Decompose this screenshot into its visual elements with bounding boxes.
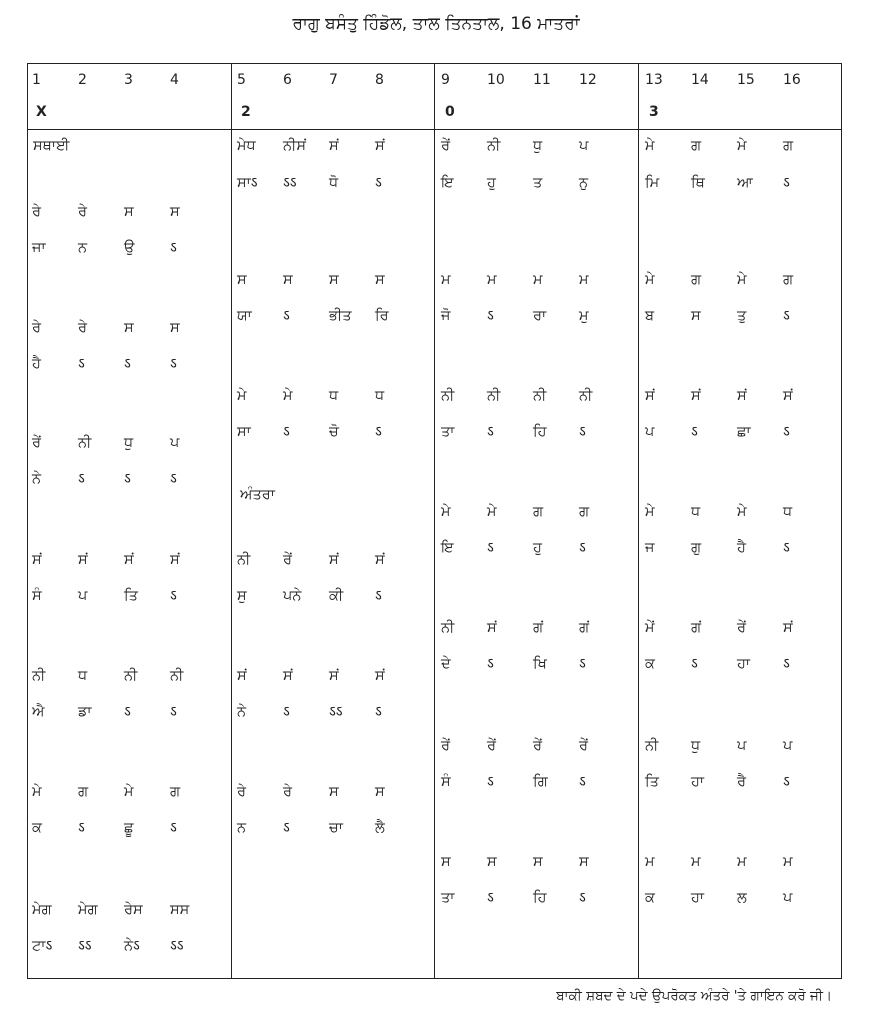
notation-cell: ਨੇ [32,471,42,487]
notation-cell: ऽ [487,656,494,672]
notation-cell: ਨੀ [487,388,501,404]
notation-cell: ਹਿ [533,890,547,906]
notation-cell: ਧ [78,668,88,684]
notation-cell: ਰੇ [283,784,292,800]
notation-cell: ऽ [170,704,177,720]
notation-cell: ਮ [579,272,589,288]
notation-cell: ऽ [487,540,494,556]
notation-cell: ਯਾ [237,308,252,324]
notation-cell: ऽ [283,424,290,440]
notation-cell: ਉ [124,240,135,256]
notation-cell: ਗ [783,138,794,154]
notation-cell: ऽ [375,588,382,604]
notation-cell: ऽ [783,774,790,790]
notation-cell: ऽ [124,704,131,720]
notation-cell: ਗ [170,784,181,800]
notation-cell: ਮੇ [645,504,655,520]
notation-cell: ऽ [487,890,494,906]
notation-cell: ऽ [691,424,698,440]
notation-cell: ਲ [737,890,747,906]
notation-cell: ਤਿ [124,588,138,604]
notation-cell: ਇ [441,540,454,556]
notation-cell: ऽऽ [78,938,92,954]
notation-cell: ਸਾ [237,424,251,440]
notation-cell: ਮੇਗ [78,902,98,918]
footer-note: ਬਾਕੀ ਸ਼ਬਦ ਦੇ ਪਦੇ ਉਪਰੋਕਤ ਅੰਤਰੇ 'ਤੇ ਗਾਇਨ ਕਰੋ ਜੀ। [556,988,832,1004]
beat-number: 8 [375,72,384,88]
notation-cell: ਰਾ [533,308,547,324]
notation-cell: ऽ [283,820,290,836]
notation-cell: ਹਾ [737,656,751,672]
notation-cell: ਸ [691,308,701,324]
notation-cell: ਧ [691,504,701,520]
notation-cell: ਪ [783,890,793,906]
column-divider [434,63,435,979]
notation-cell: ਧੋ [329,175,339,191]
notation-cell: ਸ [533,854,543,870]
notation-cell: ਕ [645,656,655,672]
notation-cell: ਰੇ [78,204,87,220]
notation-cell: ਇ [441,175,454,191]
notation-cell: ਰੇਂ [737,620,746,636]
beat-number: 12 [579,72,597,88]
notation-cell: ਸਂ [375,552,385,568]
notation-cell: ਜੋ [441,308,451,324]
notation-cell: ਧੁ [533,138,543,154]
notation-cell: ਰੇਂ [533,738,542,754]
notation-cell: ऽ [375,704,382,720]
notation-cell: ਹਾ [691,774,705,790]
notation-cell: ਮੇ [645,138,655,154]
notation-cell: ਸ [375,784,385,800]
notation-cell: ਜ [645,540,655,556]
notation-cell: ਮੇ [737,138,747,154]
notation-cell: ਸ [329,784,339,800]
notation-cell: ਖਿ [533,656,547,672]
notation-cell: ਚੋ [329,424,339,440]
notation-cell: ऽ [783,656,790,672]
notation-cell: ਨੀ [124,668,138,684]
notation-cell: ਪਨੇ [283,588,302,604]
notation-cell: ਤ [533,175,543,191]
notation-cell: ਮੇ [283,388,293,404]
notation-cell: ਚਾ [329,820,343,836]
notation-cell: ਪ [170,435,180,451]
notation-cell: ਪ [783,738,793,754]
notation-cell: ऽ [283,704,290,720]
notation-cell: ਛੂ [124,820,134,836]
notation-cell: ਸਂ [783,620,793,636]
notation-cell: ਸਂ [237,668,247,684]
notation-cell: ਰਿ [375,308,389,324]
beat-number: 9 [441,72,450,88]
notation-cell: ऽ [487,774,494,790]
notation-cell: ਥਿ [691,175,705,191]
notation-cell: ਤਾ [441,890,455,906]
notation-cell: ਹੁ [487,175,496,191]
notation-cell: ਗਂ [691,620,702,636]
notation-cell: ਸ [329,272,339,288]
notation-cell: ऽ [579,540,586,556]
notation-cell: ऽ [579,890,586,906]
notation-cell: ਨੀ [441,388,455,404]
beat-number: 14 [691,72,709,88]
notation-cell: ਨੀ [533,388,547,404]
notation-cell: ਮੁ [579,308,589,324]
notation-cell: ਮੇ [487,504,497,520]
notation-cell: ऽ [579,424,586,440]
notation-cell: ਕੀ [329,588,344,604]
beat-number: 5 [237,72,246,88]
notation-cell: ऽ [579,774,586,790]
notation-cell: ਆ [737,175,753,191]
notation-cell: ਸਂ [32,552,42,568]
notation-cell: ਸ [283,272,293,288]
notation-cell: ਧੁ [124,435,134,451]
notation-cell: ऽ [579,656,586,672]
notation-cell: ਨੇ [237,704,247,720]
notation-cell: ਤੁ [737,308,747,324]
notation-cell: ਨੀ [645,738,659,754]
notation-cell: ਸਂ [283,668,293,684]
notation-cell: ਨੇऽ [124,938,140,954]
notation-cell: ऽ [170,588,177,604]
notation-cell: ਸਂ [487,620,497,636]
notation-cell: ਟਾऽ [32,938,53,954]
notation-cell: ਨੀ [441,620,455,636]
notation-cell: ਨ [237,820,247,836]
notation-cell: ਮੇ [737,504,747,520]
notation-cell: ਸ [170,320,180,336]
notation-cell: ਸ [579,854,589,870]
notation-cell: ਸਂ [737,388,747,404]
notation-cell: ਸਸ [170,902,190,918]
notation-cell: ਸਂ [329,138,339,154]
notation-cell: ਡਾ [78,704,92,720]
notation-cell: ਮੇਗ [32,902,52,918]
tala-marker: 2 [241,104,251,120]
notation-cell: ਨੀ [579,388,593,404]
notation-cell: ਧ [375,388,385,404]
notation-cell: ਨੁ [579,175,589,191]
notation-cell: ਪ [78,588,88,604]
notation-cell: ਸਂ [375,668,385,684]
notation-cell: ਹਾ [691,890,705,906]
beat-number: 3 [124,72,133,88]
tala-marker: 3 [649,104,659,120]
notation-cell: ऽऽ [170,938,184,954]
notation-cell: ਕ [645,890,655,906]
column-divider [231,63,232,979]
notation-cell: ऽ [78,820,85,836]
notation-cell: ਧ [329,388,339,404]
notation-cell: ਰੇਸ [124,902,143,918]
notation-cell: ਹਿ [533,424,547,440]
page-title: ਰਾਗੁ ਬਸੰਤੁ ਹਿੰਡੋਲ, ਤਾਲ ਤਿਨਤਾਲ, 16 ਮਾਤਰਾਂ [292,14,580,34]
notation-cell: ऽ [124,356,131,372]
notation-cell: ਗਂ [579,620,590,636]
notation-cell: ਗ [579,504,590,520]
notation-cell: ਮ [487,272,497,288]
notation-cell: ਨੀ [237,552,251,568]
notation-cell: ਤਾ [441,424,455,440]
notation-cell: ऽ [487,424,494,440]
notation-cell: ਮੇ [237,388,247,404]
notation-cell: ਲੈ [375,820,385,836]
notation-cell: ਗ [78,784,89,800]
notation-cell: ਨੀਸਂ [283,138,307,154]
notation-cell: ਮੇ [32,784,42,800]
beat-number: 6 [283,72,292,88]
notation-cell: ਰੈ [737,774,746,790]
notation-cell: ऽऽ [283,175,297,191]
notation-cell: ਨੀ [78,435,92,451]
notation-cell: ਛਾ [737,424,751,440]
beat-number: 1 [32,72,41,88]
notation-cell: ਸਂ [783,388,793,404]
notation-cell: ਰੇਂ [32,435,41,451]
notation-cell: ਸ [487,854,497,870]
notation-cell: ਰੇਂ [441,138,450,154]
notation-cell: ਸ [237,272,247,288]
notation-cell: ਧ [783,504,793,520]
notation-cell: ਸੰ [32,588,42,604]
notation-cell: ਐ [32,704,45,720]
notation-cell: ਗਿ [533,774,548,790]
notation-cell: ऽ [78,356,85,372]
notation-cell: ਸ [124,204,134,220]
sthai-label: ਸਥਾਈ [33,138,70,154]
beat-number: 7 [329,72,338,88]
beat-number: 16 [783,72,801,88]
notation-cell: ਪ [579,138,589,154]
notation-cell: ਨੀ [487,138,501,154]
notation-cell: ਮੇ [737,272,747,288]
antra-label: ਅੰਤਰਾ [240,487,275,503]
notation-cell: ਗ [783,272,794,288]
notation-cell: ਸਂ [329,668,339,684]
notation-cell: ਰੇਂ [441,738,450,754]
notation-cell: ਰੇਂ [487,738,496,754]
notation-cell: ਮ [645,854,655,870]
beat-number: 10 [487,72,505,88]
notation-cell: ਕ [32,820,42,836]
notation-cell: ऽ [170,820,177,836]
notation-cell: ਸਂ [329,552,339,568]
notation-cell: ਹੁ [533,540,542,556]
notation-cell: ऽ [783,175,790,191]
notation-cell: ਮੇ [441,504,451,520]
beat-number: 15 [737,72,755,88]
notation-cell: ਸਂ [691,388,701,404]
notation-cell: ਧੁ [691,738,701,754]
notation-cell: ਬ [645,308,655,324]
notation-cell: ऽ [487,308,494,324]
notation-cell: ਸ [170,204,180,220]
notation-cell: ਹੈ [737,540,746,556]
notation-cell: ऽ [375,175,382,191]
notation-cell: ऽ [783,308,790,324]
notation-cell: ਰੇ [78,320,87,336]
notation-cell: ਨੀ [32,668,46,684]
notation-cell: ऽ [170,240,177,256]
notation-cell: ऽऽ [329,704,343,720]
notation-cell: ਸ [375,272,385,288]
notation-cell: ਰੇ [237,784,246,800]
notation-cell: ਸਂ [124,552,134,568]
notation-cell: ਸਂ [78,552,88,568]
notation-cell: ਮ [783,854,793,870]
notation-cell: ਮੇ [124,784,134,800]
notation-cell: ਜਾ [32,240,46,256]
notation-cell: ऽ [78,471,85,487]
notation-cell: ਮ [737,854,747,870]
notation-cell: ਸਂ [645,388,655,404]
notation-cell: ਸੰ [441,774,451,790]
notation-cell: ਗੁ [691,540,702,556]
beat-number: 13 [645,72,663,88]
notation-cell: ਮ [691,854,701,870]
notation-cell: ਮੇ [645,272,655,288]
notation-cell: ਪ [645,424,655,440]
notation-cell: ਰੇ [32,204,41,220]
tala-marker: X [36,104,47,120]
column-divider [638,63,639,979]
notation-cell: ਗ [691,138,702,154]
notation-cell: ऽ [691,656,698,672]
notation-cell: ਹੈ [32,356,41,372]
notation-cell: ਪ [737,738,747,754]
notation-cell: ਦੇ [441,656,451,672]
notation-cell: ਰੇਂ [579,738,588,754]
notation-cell: ਰੇ [32,320,41,336]
notation-cell: ਸਂ [170,552,180,568]
notation-cell: ਸਾऽ [237,175,258,191]
tala-marker: 0 [445,104,455,120]
notation-cell: ਮ [441,272,451,288]
notation-cell: ਭੀਤ [329,308,352,324]
notation-cell: ऽ [170,471,177,487]
notation-cell: ਨ [78,240,88,256]
notation-cell: ऽ [283,308,290,324]
notation-cell: ਗ [533,504,544,520]
header-divider [27,129,842,130]
notation-cell: ਮੇਧ [237,138,256,154]
notation-cell: ਗ [691,272,702,288]
notation-cell: ਨੀ [170,668,184,684]
notation-cell: ऽ [783,424,790,440]
notation-cell: ਸਂ [375,138,385,154]
notation-cell: ਸੁ [237,588,247,604]
notation-cell: ਸ [124,320,134,336]
beat-number: 4 [170,72,179,88]
notation-cell: ਮ [533,272,543,288]
notation-cell: ਸ [441,854,451,870]
notation-cell: ਰੇਂ [283,552,292,568]
notation-cell: ਮਿ [645,175,660,191]
notation-cell: ऽ [124,471,131,487]
notation-cell: ਗਂ [533,620,544,636]
beat-number: 11 [533,72,551,88]
notation-cell: ऽ [170,356,177,372]
notation-cell: ਮੇਂ [645,620,655,636]
notation-cell: ऽ [375,424,382,440]
beat-number: 2 [78,72,87,88]
notation-cell: ਤਿ [645,774,659,790]
notation-cell: ऽ [783,540,790,556]
